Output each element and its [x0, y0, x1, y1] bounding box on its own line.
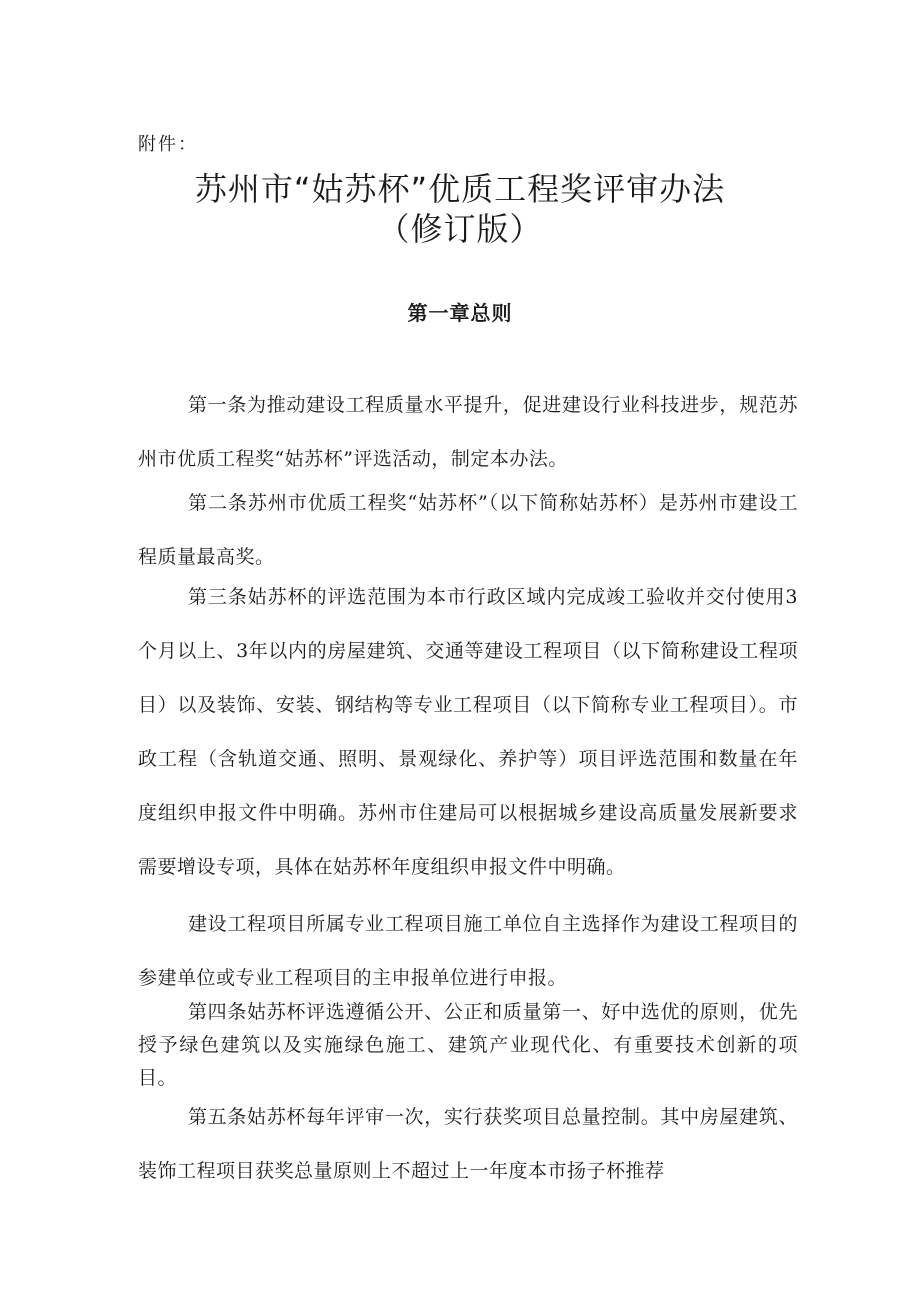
article-1-paragraph: 第一条为推动建设工程质量水平提升，促进建设行业科技进步，规范苏州市优质工程奖“姑苏杯”评选活动，制定本办法。 [138, 394, 798, 470]
article-2-paragraph: 第二条苏州市优质工程奖“姑苏杯”（以下简称姑苏杯）是苏州市建设工程质量最高奖。 [138, 492, 798, 568]
article-4-paragraph: 第四条姑苏杯评选遵循公开、公正和质量第一、好中选优的原则，优先授予绿色建筑以及实施绿色施工、建筑产业现代化、有重要技术创新的项目。 [138, 1001, 798, 1089]
attachment-label: 附件： [138, 134, 198, 155]
document-title: 苏州市“姑苏杯”优质工程奖评审办法 [194, 170, 726, 208]
article-5-paragraph: 第五条姑苏杯每年评审一次，实行获奖项目总量控制。其中房屋建筑、装饰工程项目获奖总量原则上不超过上一年度本市扬子杯推荐 [138, 1106, 798, 1182]
article-3-paragraph: 第三条姑苏杯的评选范围为本市行政区域内完成竣工验收并交付使用3个月以上、3年以内的房屋建筑、交通等建设工程项目（以下简称建设工程项目）以及装饰、安装、钢结构等专业工程项目（以下简称专业工程项目）。市政工程（含轨道交通、照明、景观绿化、养护等）项目评选范围和数量在年度组织申报文件中明确。苏州市住建局可以根据城乡建设高质量发展新要求需要增设专项，具体在姑苏杯年度组织申报文件中明确。 [138, 586, 798, 878]
document-subtitle: （修订版） [377, 210, 543, 248]
chapter-heading: 第一章总则 [407, 301, 513, 325]
article-3-supplement-paragraph: 建设工程项目所属专业工程项目施工单位自主选择作为建设工程项目的参建单位或专业工程项目的主申报单位进行申报。 [138, 913, 798, 989]
